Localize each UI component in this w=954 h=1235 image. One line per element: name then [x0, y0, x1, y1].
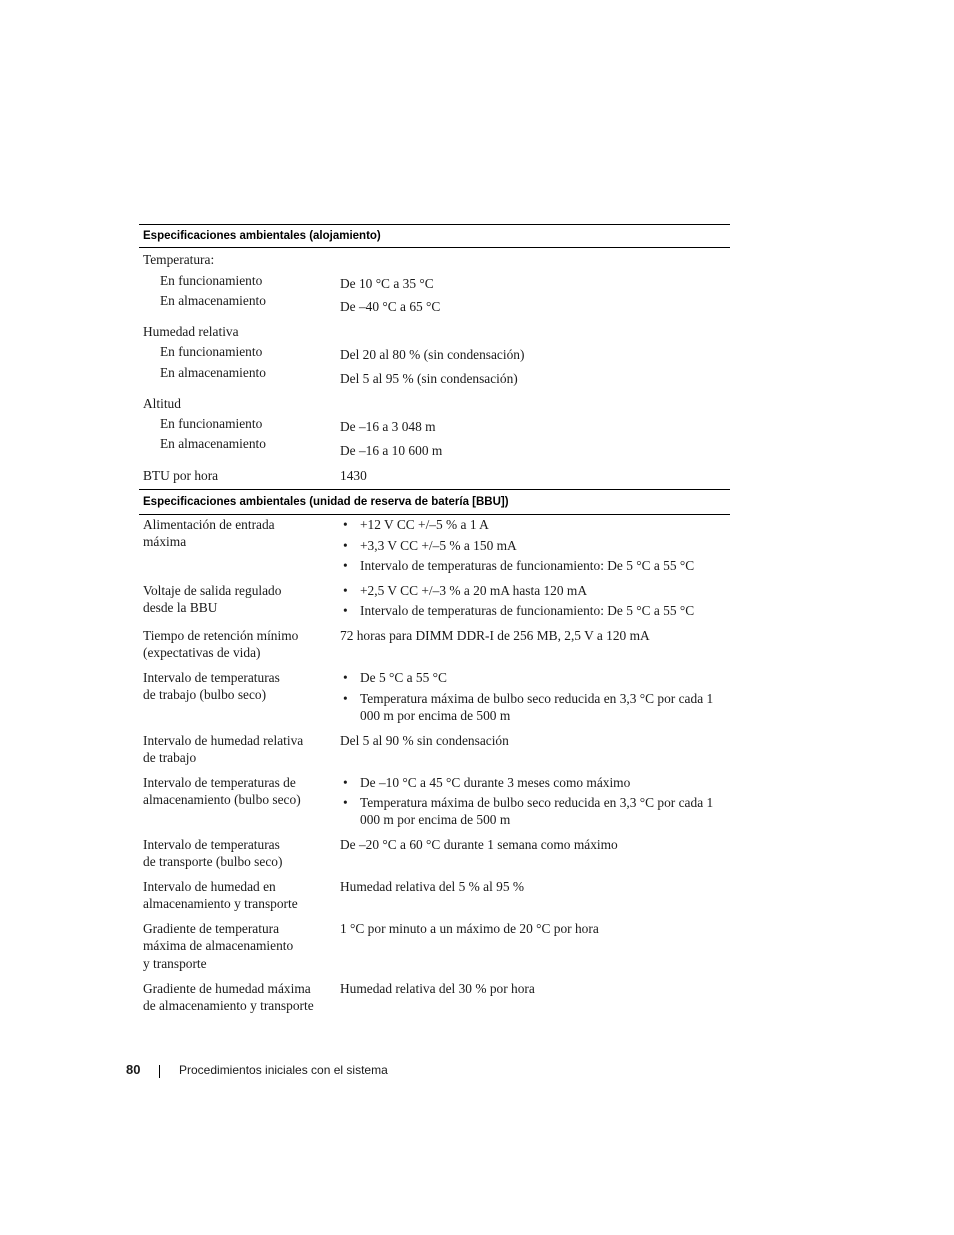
bbu-row-label: almacenamiento (bulbo seco) — [143, 792, 301, 807]
temp-storage-label: En almacenamiento — [160, 293, 266, 308]
bbu-row-label: de almacenamiento y transporte — [143, 998, 314, 1013]
temp-storage-value: De –40 °C a 65 °C — [340, 299, 441, 314]
temperature-label: Temperatura: — [143, 252, 215, 267]
housing-spec-title: Especificaciones ambientales (alojamiento) — [139, 224, 730, 248]
hum-storage-value: Del 5 al 95 % (sin condensación) — [340, 371, 518, 386]
footer-section-title: Procedimientos iniciales con el sistema — [179, 1063, 388, 1077]
bbu-row-value: De –20 °C a 60 °C durante 1 semana como máximo — [340, 837, 618, 852]
alt-operating-label: En funcionamiento — [160, 416, 263, 431]
bbu-row-label: Gradiente de humedad máxima — [143, 981, 311, 996]
housing-spec-table — [139, 224, 730, 248]
temp-operating-value: De 10 °C a 35 °C — [340, 276, 434, 291]
alt-storage-value: De –16 a 10 600 m — [340, 443, 443, 458]
hum-storage-label: En almacenamiento — [160, 365, 266, 380]
page-number: 80 — [126, 1062, 141, 1077]
bbu-row-label: Intervalo de humedad relativa — [143, 733, 304, 748]
bbu-spec-title: Especificaciones ambientales (unidad de reserva de batería [BBU]) — [139, 489, 730, 515]
bbu-row-label: Tiempo de retención mínimo — [143, 628, 299, 643]
bbu-row-value: 1 °C por minuto a un máximo de 20 °C por hora — [340, 921, 599, 936]
btu-value: 1430 — [340, 468, 367, 483]
altitude-label: Altitud — [143, 396, 181, 411]
bbu-row-value: Humedad relativa del 30 % por hora — [340, 981, 535, 996]
bbu-row-label: Gradiente de temperatura — [143, 921, 280, 936]
humidity-label: Humedad relativa — [143, 324, 239, 339]
bbu-row-label: (expectativas de vida) — [143, 645, 261, 660]
hum-operating-label: En funcionamiento — [160, 344, 263, 359]
bbu-row-value: Humedad relativa del 5 % al 95 % — [340, 879, 525, 894]
hum-operating-value: Del 20 al 80 % (sin condensación) — [340, 347, 525, 362]
bbu-row-label: Intervalo de temperaturas — [143, 837, 280, 852]
temp-operating-label: En funcionamiento — [160, 273, 263, 288]
bbu-row-label: Voltaje de salida regulado desde la BBU — [143, 583, 282, 615]
bbu-row-label: almacenamiento y transporte — [143, 896, 298, 911]
bbu-row-label: Intervalo de temperaturas — [143, 670, 280, 685]
bbu-row-value: Del 5 al 90 % sin condensación — [340, 733, 509, 748]
bbu-row-value: 72 horas para DIMM DDR-I de 256 MB, 2,5 V a 120 mA — [340, 628, 650, 643]
bbu-row-label: y transporte — [143, 956, 207, 971]
bbu-row-label: máxima de almacenamiento — [143, 938, 294, 953]
alt-storage-label: En almacenamiento — [160, 436, 266, 451]
bbu-row-label: Alimentación de entrada máxima — [143, 517, 275, 549]
bbu-row-label: Intervalo de temperaturas de — [143, 775, 296, 790]
bbu-row-label: Intervalo de humedad en — [143, 879, 276, 894]
alt-operating-value: De –16 a 3 048 m — [340, 419, 436, 434]
bbu-spec-table — [139, 489, 730, 515]
footer-divider — [159, 1065, 160, 1078]
bbu-row-label: de transporte (bulbo seco) — [143, 854, 283, 869]
bbu-row-label: de trabajo — [143, 750, 197, 765]
bbu-row-label: de trabajo (bulbo seco) — [143, 687, 267, 702]
btu-label: BTU por hora — [143, 468, 219, 483]
